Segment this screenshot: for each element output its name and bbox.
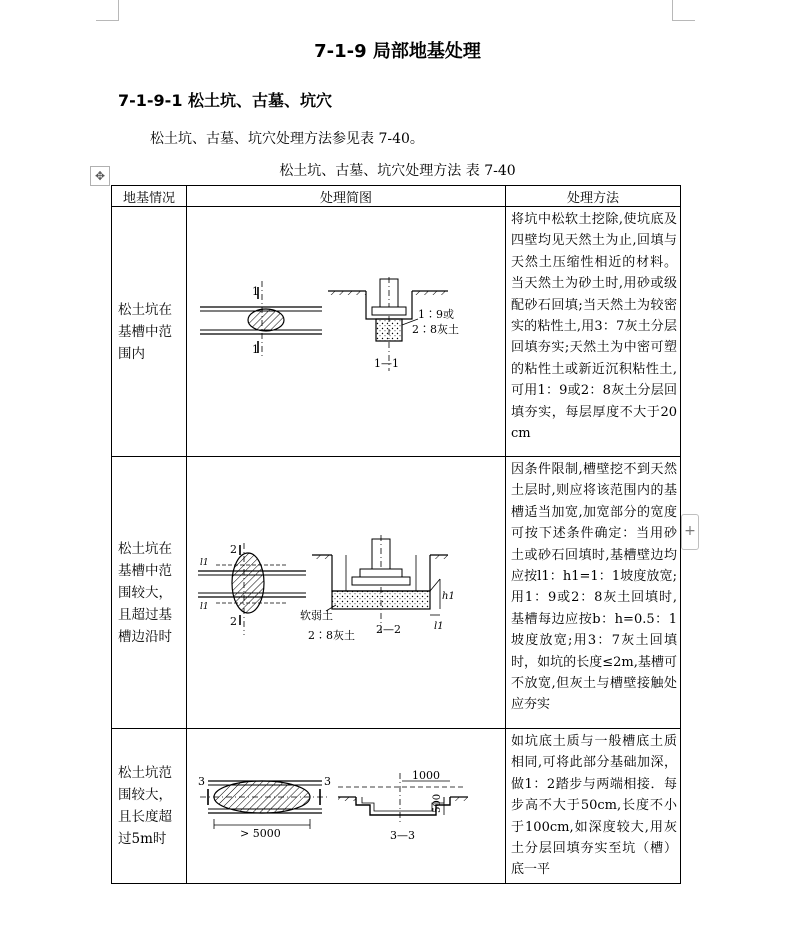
plan-view-2 <box>198 543 306 635</box>
condition-cell: 松土坑范围较大，且长度超过5m时 <box>112 729 187 884</box>
header-method: 处理方法 <box>506 186 681 207</box>
step-height-label: 500 <box>432 793 443 813</box>
subsection-title: 7-1-9-1 松土坑、古墓、坑穴 <box>118 91 333 110</box>
plan-view-3 <box>198 775 331 840</box>
diagram-cell <box>187 457 506 729</box>
method-cell: 因条件限制,槽壁挖不到天然土层时,则应将该范围内的基槽适当加宽,加宽部分的宽度可按下述条件确定：当用砂土或砂石回填时,基槽壁边均应按l1：h1=1：1坡度放宽;用1：9或2：8灰土回填时,基槽每边应按b：h=0.5：1坡度放宽;用3：7灰土回填时，如坑的长度≤2m,基槽可不放宽,但灰土与槽壁接触处应夯实 <box>506 457 681 729</box>
section-label: 3—3 <box>390 828 415 842</box>
table-move-handle-icon[interactable]: ✥ <box>90 166 110 186</box>
table-caption: 松土坑、古墓、坑穴处理方法 表 7-40 <box>279 163 516 179</box>
treatment-table <box>111 185 681 884</box>
fill-label-2: 2∶8灰土 <box>412 322 459 336</box>
cut-label-bottom: 1 <box>252 342 259 356</box>
l1-label-top: l1 <box>200 557 209 568</box>
header-condition: 地基情况 <box>112 186 187 207</box>
section-label: 1—1 <box>374 356 399 370</box>
cut-label-top: 1 <box>252 284 259 298</box>
cut-label-top: 2 <box>230 542 237 556</box>
diagram-2 <box>196 535 496 651</box>
cut-label-right: 3 <box>324 774 331 788</box>
length-label: > 5000 <box>240 826 281 840</box>
diagram-cell <box>187 207 506 457</box>
cut-label-bottom: 2 <box>230 614 237 628</box>
crop-mark-top-left <box>96 0 119 21</box>
soft-soil-label: 软弱土 <box>300 608 333 622</box>
diagram-3 <box>196 763 496 849</box>
intro-paragraph: 松土坑、古墓、坑穴处理方法参见表 7-40。 <box>150 131 424 147</box>
l1-label-bottom: l1 <box>200 601 209 612</box>
condition-cell: 松土坑在基槽中范围较大，且超过基槽边沿时 <box>112 457 187 729</box>
add-page-side-button[interactable]: + <box>681 514 699 550</box>
table-header-row <box>112 186 681 207</box>
section-label: 2—2 <box>376 622 401 636</box>
h1-label: h1 <box>442 590 455 602</box>
fill-label: 2∶8灰土 <box>308 628 355 642</box>
crop-mark-top-right <box>672 0 695 21</box>
method-cell: 将坑中松软土挖除,使坑底及四壁均见天然土为止,回填与天然土压缩性相近的材料。当天然土为砂土时,用砂或级配砂石回填;当天然土为较密实的粘性土,用3：7灰土分层回填夯实;天然土为中密可塑的粘性土或新近沉积粘性土,可用1：9或2：8灰土分层回填夯实，每层厚度不大于20cm <box>506 207 681 457</box>
cut-label-left: 3 <box>198 774 205 788</box>
l1-label: l1 <box>434 620 444 632</box>
plan-view-1 <box>200 281 322 357</box>
section-title: 7-1-9 局部地基处理 <box>314 41 481 62</box>
header-diagram: 处理简图 <box>187 186 506 207</box>
condition-cell: 松土坑在基槽中范围内 <box>112 207 187 457</box>
fill-label: 1∶9或 <box>418 307 454 321</box>
diagram-cell <box>187 729 506 884</box>
table-row <box>112 729 681 884</box>
method-cell: 如坑底土质与一般槽底土质相同,可将此部分基础加深，做1：2踏步与两端相接．每步高不大于50cm,长度不小于100cm,如深度较大,用灰土分层回填夯实至坑（槽）底一平 <box>506 729 681 884</box>
step-width-label: 1000 <box>412 768 440 782</box>
table-row <box>112 207 681 457</box>
diagram-1 <box>196 277 496 387</box>
section-view-1 <box>328 277 459 371</box>
section-view-3 <box>338 769 468 842</box>
section-view-2 <box>300 535 455 642</box>
table-row <box>112 457 681 729</box>
